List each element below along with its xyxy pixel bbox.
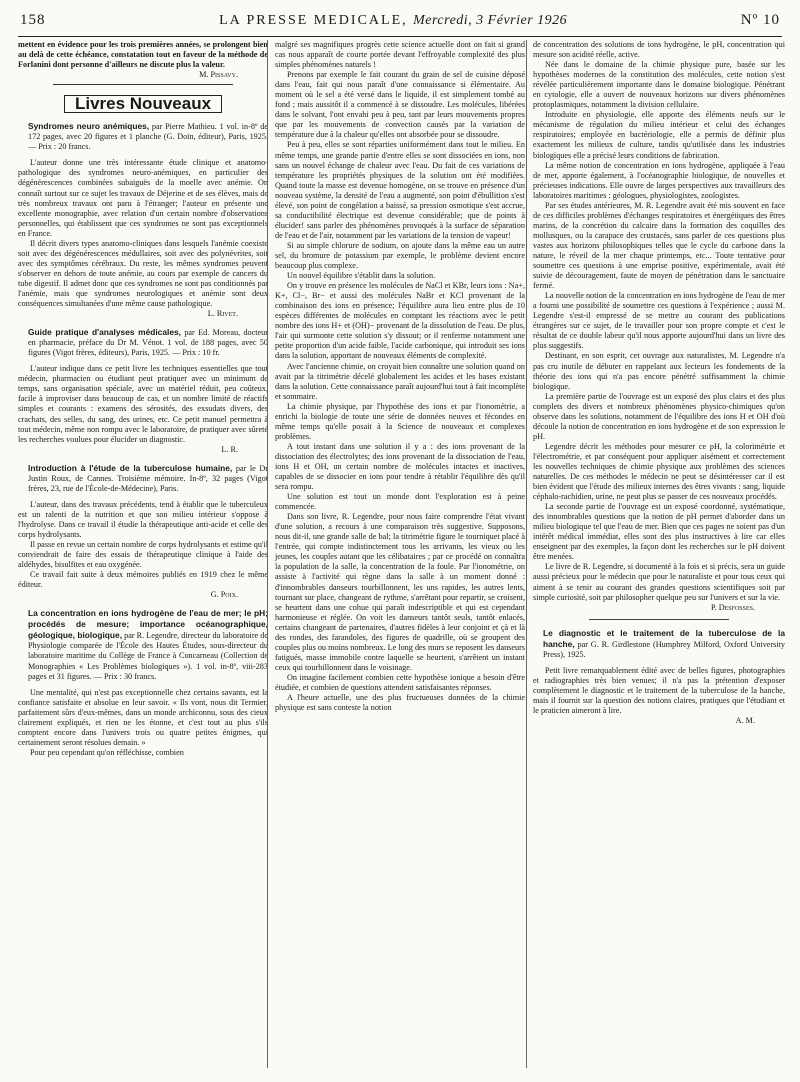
review-paragraph: On imagine facilement combien cette hypothèse ionique a besoin d'être étudiée, et combien de questions attendent satisfaisantes réponses. <box>275 672 525 692</box>
issue-number: Nº 10 <box>740 12 780 28</box>
article-continuation: mettent en évidence pour les trois premières années, se prolongent bien au delà de cette échéance, constatation tout en faveur de la méthode de Forlanini dont personne d'ailleurs ne discute plus la valeur. <box>18 40 268 70</box>
signature: L. Rivet. <box>207 309 238 319</box>
review-paragraph: Pour peu cependant qu'on réfléchisse, combien <box>30 747 184 757</box>
review-paragraph: Legendre décrit les méthodes pour mesurer ce pH, la colorimétrie et l'électrométrie, et par conséquent pour appliquer aisément et correctement les nouvelles techniques de chimie physique aux problèmes des sciences naturelles. De ces méthodes le médecin ne peut se désintéresser car il est bien évident que l'étude des milieux internes des êtres vivants : sang, liquide céphalo-rachidien, urine, ne peut plus se passer de ces nouveaux procédés. <box>533 441 785 502</box>
book-entry-heading <box>533 628 785 660</box>
issue-date: Mercredi, 3 Février 1926 <box>413 13 568 28</box>
journal-title: LA PRESSE MEDICALE, <box>219 13 408 28</box>
book-title: Le diagnostic et le traitement de la tuberculose de la hanche, <box>543 627 785 649</box>
book-meta: par G. R. Girdlestone (Humphrey Milford, Oxford University Press), 1925. <box>543 639 785 659</box>
review-paragraph: La chimie physique, par l'hypothèse des ions et par l'ionométrie, a enrichi la biologie de toute une série de données neuves et fécondes en même temps qu'elle posait à la Science de nouveaux et complexes problèmes. <box>275 401 525 441</box>
signature: G. Poix. <box>210 590 238 600</box>
column-2 <box>275 40 525 713</box>
review-paragraph: malgré ses magnifiques progrès cette science actuelle dont on fait si grand cas nous apparaît de courte portée devant l'effroyable complexité des plus simples phénomènes naturels ! <box>275 40 525 70</box>
review-paragraph: Il décrit divers types anatomo-cliniques dans lesquels l'anémie coexiste soit avec des dégénérescences médullaires, soit avec des polynévrites, soit avec des symptômes cérébraux. Du reste, les mêmes syndromes peuvent s'observer en dehors de toute anémie, au cours par exemple de cancers du tube digestif. Il admet donc que ces syndromes ne sont pas conditionnés par l'anémie, mais que syndromes neurologiques et anémie sont deux conséquences simultanées d'une même cause pathologique. <box>18 238 268 309</box>
review-paragraph: de concentration des solutions de ions hydrogène, le pH, concentration qui mesure son acidité réelle, active. <box>533 40 785 60</box>
book-meta: par Ed. Moreau, docteur en pharmacie, préface du Dr M. Vénot. 1 vol. de 188 pages, avec 50 figures (Vigot frères, éditeurs), Paris, 1925. — Prix : 10 fr. <box>28 328 268 358</box>
signature: L. R. <box>221 444 238 454</box>
review-paragraph: Une solution est tout un monde dont l'exploration est à peine commencée. <box>275 492 525 512</box>
page-number: 158 <box>20 12 46 28</box>
page-header <box>20 12 780 34</box>
review-paragraph: L'auteur donne une très intéressante étude clinique et anatomo-pathologique des syndromes neuro-anémiques, en particulier des dégénérescences combinées subaiguës de la moelle avec anémie. On connaît surtout sur ce sujet les travaux de Déjerine et de ses élèves, mais de très nombreux travaux ont paru à l'étranger; l'auteur en présente une excellente monographie, avec relation d'un certain nombre d'observations personnelles, qui établissent que ces syndromes ne sont pas exceptionnels en France. <box>18 158 268 238</box>
section-title: Livres Nouveaux <box>64 95 222 113</box>
section-heading <box>18 95 268 113</box>
column-3 <box>533 40 785 726</box>
review-paragraph: Dans son livre, R. Legendre, pour nous faire comprendre l'état vivant d'une solution, a recours à une comparaison très suggestive. Supposons, nous dit-il, une grande salle de bal; la titrimétrie figure le tourniquet placé à l'entrée, qui compte indistinctement tous les arrivants, les vieux ou les jeunes, les couples autant que les célibataires ; par ce procédé on connaîtra la population de la salle, la concentration de la foule. Par l'ionométrie, on assiste à l'activité qui règne dans la salle à un moment donné : d'innombrables danseurs tourbillonnent, les uns rapides, les autres lents, tournant sur place, changeant de rythme, s'arrêtant pour repartir, se croisent, se heurtent dans une cohue qui paraît indescriptible et qui est cependant harmonieuse et réglée. On voit les danseurs tantôt seuls, tantôt enlacés, certains changeant de partenaires, d'autres fidèles à leur conjoint et çà et là des rondes, des farandoles, des figures de quadrille, où se groupent des couples plus ou moins nombreux. Le long des murs se reposent les danseurs fatigués, masse immobile contre laquelle se heurtent, s'arrêtent un instant ceux qui tourbillonnent dans le voisinage. <box>275 512 525 672</box>
column-divider <box>267 40 268 1068</box>
review-paragraph: L'auteur, dans des travaux précédents, tend à établir que le tuberculeux est un ralenti de la nutrition et que son milieu intérieur s'oppose à l'hydrolyse. Dans ce travail il étudie la thérapeutique anti-acide et celle des corps hydrolysants. <box>18 499 268 539</box>
review-paragraph: Un nouvel équilibre s'établit dans la solution. <box>287 271 436 281</box>
review-paragraph: Avec l'ancienne chimie, on croyait bien connaître une solution quand on avait par la titrimétrie décelé globalement les acides et les bases existant dans la solution. Cette connaissance paraît aujourd'hui tout à fait incomplète et sommaire. <box>275 361 525 401</box>
column-divider <box>526 40 527 1068</box>
review-paragraph: La nouvelle notion de la concentration en ions hydrogène de l'eau de mer a fourni une possibilité de soumettre ces questions à l'expérience ; aussi M. Legendre s'est-il empressé de se mettre au courant des publications étrangères sur ce sujet, de le travailler pour son propre compte et c'est le résultat de ce double labeur qu'il nous apporte aujourd'hui dans un livre des plus suggestifs. <box>533 291 785 351</box>
review-paragraph: Il passe en revue un certain nombre de corps hydrolysants et estime qu'il conviendrait de faire des essais de thérapeutique clinique à l'aide des aldéhydes, bisulfites et eau oxygénée. <box>18 540 268 570</box>
review-paragraph: Née dans le domaine de la chimie physique pure, basée sur les hypothèses modernes de la constitution des molécules, cette notion s'est révélée particulièrement importante dans le domaine biologique. Pénétrant en cytologie, elle a ouvert de nouveaux horizons sur divers phénomènes protoplasmiques, notamment la division cellulaire. <box>533 60 785 110</box>
review-paragraph: Peu à peu, elles se sont réparties uniformément dans tout le milieu. En même temps, une grande partie d'entre elles se sont dissociées en ions, non sans un nouvel échange de chaleur avec l'eau. Du fait de ces variations de température les propriétés physiques de la solution ont été modifiées. Quand toute la masse est devenue homogène, on se trouve en présence d'un nouveau système, la densité de l'eau a augmenté, son point d'ébullition s'est élevé, son point de congélation a baissé, sa pression osmotique s'est accrue, sa conductibilité électrique est devenue considérable; que de points à élucider! sans parler des phénomènes provoqués à la surface de séparation de l'eau et de l'air, notamment par les variations de la tension de vapeur! <box>275 140 525 240</box>
book-entry-heading <box>18 463 268 494</box>
column-1 <box>18 40 268 758</box>
review-paragraph: Ce travail fait suite à deux mémoires publiés en 1919 chez le même éditeur. <box>18 570 268 590</box>
review-paragraph: Une mentalité, qui n'est pas exceptionnelle chez certains savants, est la confiance satisfaite et absolue en leur savoir. « Ils vont, nous dit Termier, parfaitement sûrs d'eux-mêmes, dans un monde archiconnu, sous des cieux clairement expliqués, et rien ne les étonne, et c'est tout au plus s'ils comptent encore dans l'univers trois ou quatre petites énigmes, qui certainement seront résolues demain. » <box>18 687 268 747</box>
journal-masthead <box>219 13 567 29</box>
review-paragraph: Introduite en physiologie, elle apporte des éléments neufs sur le mécanisme de régulation du milieu intérieur et celui des échanges respiratoires; employée en bactériologie, elle a permis de définir plus exactement les milieux de culture, tandis qu'utilisée dans les industries biologiques elle a précisé leurs conditions de fabrication. <box>533 110 785 160</box>
book-meta: par R. Legendre, directeur du laboratoire de Physiologie comparée de l'École des Hautes Études, sous-directeur du laboratoire maritime du Collège de France à Concarneau (Collection de Monographies « Les Problèmes biologiques »). 1 vol. in-8º, viii-283 pages et 31 figures. — Prix : 30 francs. <box>28 631 269 681</box>
review-paragraph: L'auteur indique dans ce petit livre les techniques essentielles que tout médecin, pharmacien ou étudiant peut pratiquer avec un minimum de temps, sans organisation spéciale, avec un matériel réduit, peu coûteux, facile à improviser dans beaucoup de cas, et un nombre limité de réactifs simples et courants : examens des sérosités, des exsudats divers, des crachats, des selles, du sang, des urines, etc. Ce petit manuel permettra à tout médecin, même non rompu avec le laboratoire, de pratiquer avec sûreté les recherches voulues pour élucider un diagnostic. <box>18 364 268 444</box>
signature: M. Pissavy. <box>199 70 238 80</box>
review-paragraph: La même notion de concentration en ions hydrogène, appliquée à l'eau de mer, apporte également, à l'océanographie biologique, de nouvelles et précieuses indications. Elle ouvre de larges perspectives aux travailleurs des laboratoires maritimes : géologues, physiologistes, zoologistes. <box>533 160 785 200</box>
review-paragraph: La première partie de l'ouvrage est un exposé des plus clairs et des plus complets des divers et nombreux phénomènes physico-chimiques qu'on observe dans les solutions, notamment de l'équilibre des ions H et OH d'où découle la notion de concentration en ions hydrogène et de son expression le pH. <box>533 391 785 441</box>
review-paragraph: Destinant, en son esprit, cet ouvrage aux naturalistes, M. Legendre n'a pas cru inutile de débuter en rappelant aux lecteurs les fondements de la théorie des ions qui n'a pas encore pénétré suffisamment la chimie biologique. <box>533 351 785 391</box>
review-paragraph: Par ses études antérieures, M. R. Legendre avait été mis souvent en face de ces difficiles problèmes d'échanges respiratoires et énergétiques des êtres marins, de la concrétion du calcaire dans la formation des coquilles des mollusques, ou la carapace des crustacés, sans parler de ces questions plus vastes aux horizons philosophiques telles que le cycle du carbone dans la nature, le réveil de la mer chaque printemps, etc... Toute tentative pour soumettre ces questions à une emprise positive, expérimentale, avait été suivie de découragement, faute de moyen de pénétration dans le sanctuaire fermé. <box>533 200 785 291</box>
review-paragraph: Le livre de R. Legendre, si documenté à la fois et si précis, sera un guide aussi précieux pour le médecin que pour le naturaliste et pour tous ceux qui aiment à se tenir au courant des grandes questions scientifiques soit par simple curiosité, soit par philosopher quelque peu sur l'univers et sur la vie. <box>533 562 785 602</box>
book-entry-heading <box>18 121 268 152</box>
review-paragraph: A tout instant dans une solution il y a : des ions provenant de la dissociation des électrolytes; des ions provenant de la dissociation de l'eau, ions H et OH, un certain nombre de molécules intactes et inactives, capables de se dissocier en ions pour tendre à rétablir l'équilibre dès qu'il sera rompu. <box>275 441 525 492</box>
book-meta: par Pierre Mathieu. 1 vol. in-8º de 172 pages, avec 20 figures et 1 planche (G. Doin, éditeur), Paris, 1925. — Prix : 20 francs. <box>28 122 268 152</box>
book-title: Guide pratique d'analyses médicales, <box>28 327 181 338</box>
divider <box>53 84 233 85</box>
review-paragraph: On y trouve en présence les molécules de NaCl et KBr, leurs ions : Na+, K+, Cl−, Br− et aussi des molécules NaBr et KCl provenant de la combinaison des ions en présence; l'équilibre aura lieu entre plus de 10 espèces différentes de molécules en comptant les réactions avec le petit nombre des ions H+ et (OH)− provenant de la dissolution de l'eau. De plus, l'air qui surmonte cette solution s'y dissout; or il renferme notamment une petite proportion d'un acide faible, l'acide carbonique, qui introduit ses ions dans la solution, apportant de nouveaux éléments de complexité. <box>275 281 525 361</box>
book-title: Syndromes neuro anémiques, <box>28 121 150 132</box>
review-paragraph: Petit livre remarquablement édité avec de belles figures, photographies et radiographies très bien venues; il n'a pas la prétention d'exposer complètement le diagnostic et le traitement de la tuberculose de la hanche, mais il fournit sur la question des notions claires, pratiques que l'étudiant et le praticien aimeront à lire. <box>533 665 785 715</box>
book-entry-heading <box>18 608 268 681</box>
book-title: Introduction à l'étude de la tuberculose humaine, <box>28 462 233 473</box>
review-paragraph: Si au simple chlorure de sodium, on ajoute dans la même eau un autre sel, du bromure de potassium par exemple, le problème devient encore beaucoup plus complexe. <box>275 240 525 271</box>
divider <box>589 619 729 620</box>
signature: A. M. <box>735 716 755 726</box>
review-paragraph: La seconde partie de l'ouvrage est un exposé coordonné, systématique, des innombrables questions que la notion de pH permet d'aborder dans un milieu biologique tel que l'eau de mer. Bien que ces pages ne soient pas d'un intérêt médical immédiat, elles sont des plus instructives à lire car elles enseignent par des exemples, la façon dont les recherches sur le pH doivent être menées. <box>533 502 785 562</box>
book-title: La concentration en ions hydrogène de l'eau de mer; le pH; procédés de mesure; importance océanographique, géologique, biologique, <box>28 608 268 641</box>
signature: P. Desfosses. <box>710 602 755 612</box>
review-paragraph: Prenons par exemple le fait courant du grain de sel de cuisine déposé dans l'eau, fait qui nous paraît d'une connaissance si élémentaire. Au moment où le sel a été versé dans le liquide, il est simplement tombé au fond ; mais aussitôt il a commencé à se dissoudre. Les molécules, libérées dans le solvant, l'ont envahi peu à peu, tant par leurs mouvements propres que par les mouvements de convection causés par la variation de température due à la chaleur qu'elles ont absorbée pour se dissoudre. <box>275 70 525 140</box>
review-paragraph: A l'heure actuelle, une des plus fructueuses données de la chimie physique est sans conteste la notion <box>275 693 525 713</box>
book-entry-heading <box>18 327 268 358</box>
header-rule <box>18 36 782 37</box>
book-meta: par le Dr Justin Roux, de Cannes. Troisième mémoire. In-8º, 32 pages (Vigot frères, 23, rue de l'École-de-Médecine), Paris. <box>28 463 268 493</box>
